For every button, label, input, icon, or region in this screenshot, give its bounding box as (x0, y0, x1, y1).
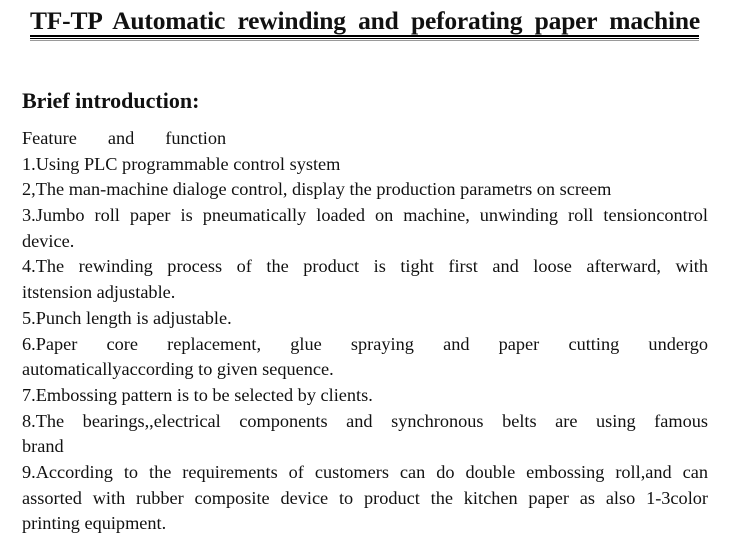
feature-line: 8.The bearings,,electrical components and synchronous belts are using famous (22, 410, 708, 431)
feature-line: brand (22, 436, 64, 457)
feature-list (22, 126, 708, 537)
feature-line: 2,The man-machine dialoge control, display the production parametrs on screem (22, 179, 612, 200)
feature-line: itstension adjustable. (22, 282, 176, 303)
page-title: TF-TP Automatic rewinding and peforating paper machine (30, 6, 700, 35)
title-underline-thin (30, 38, 699, 39)
section-heading: Brief introduction: (22, 88, 200, 113)
feature-line: 1.Using PLC programmable control system (22, 153, 341, 174)
title-underline-grey (30, 40, 699, 41)
subheading-word: Feature (22, 128, 77, 148)
feature-line: 5.Punch length is adjustable. (22, 307, 232, 328)
subheading (22, 126, 708, 152)
title-underline-thick (30, 35, 699, 37)
feature-line: automaticallyaccording to given sequence. (22, 359, 334, 380)
feature-line: 6.Paper core replacement, glue spraying and paper cutting undergo (22, 333, 708, 354)
feature-line: printing equipment. (22, 513, 167, 534)
feature-line: 9.According to the requirements of customers can do double embossing roll,and can (22, 461, 708, 482)
subheading-word: function (165, 128, 227, 148)
feature-line: device. (22, 230, 75, 251)
feature-line: 7.Embossing pattern is to be selected by clients. (22, 384, 373, 405)
feature-line: 4.The rewinding process of the product is tight first and loose afterward, with (22, 256, 708, 277)
subheading-word: and (107, 128, 135, 148)
feature-line: 3.Jumbo roll paper is pneumatically loaded on machine, unwinding roll tensioncontrol (22, 205, 708, 226)
feature-line: assorted with rubber composite device to product the kitchen paper as also 1-3color (22, 487, 708, 508)
